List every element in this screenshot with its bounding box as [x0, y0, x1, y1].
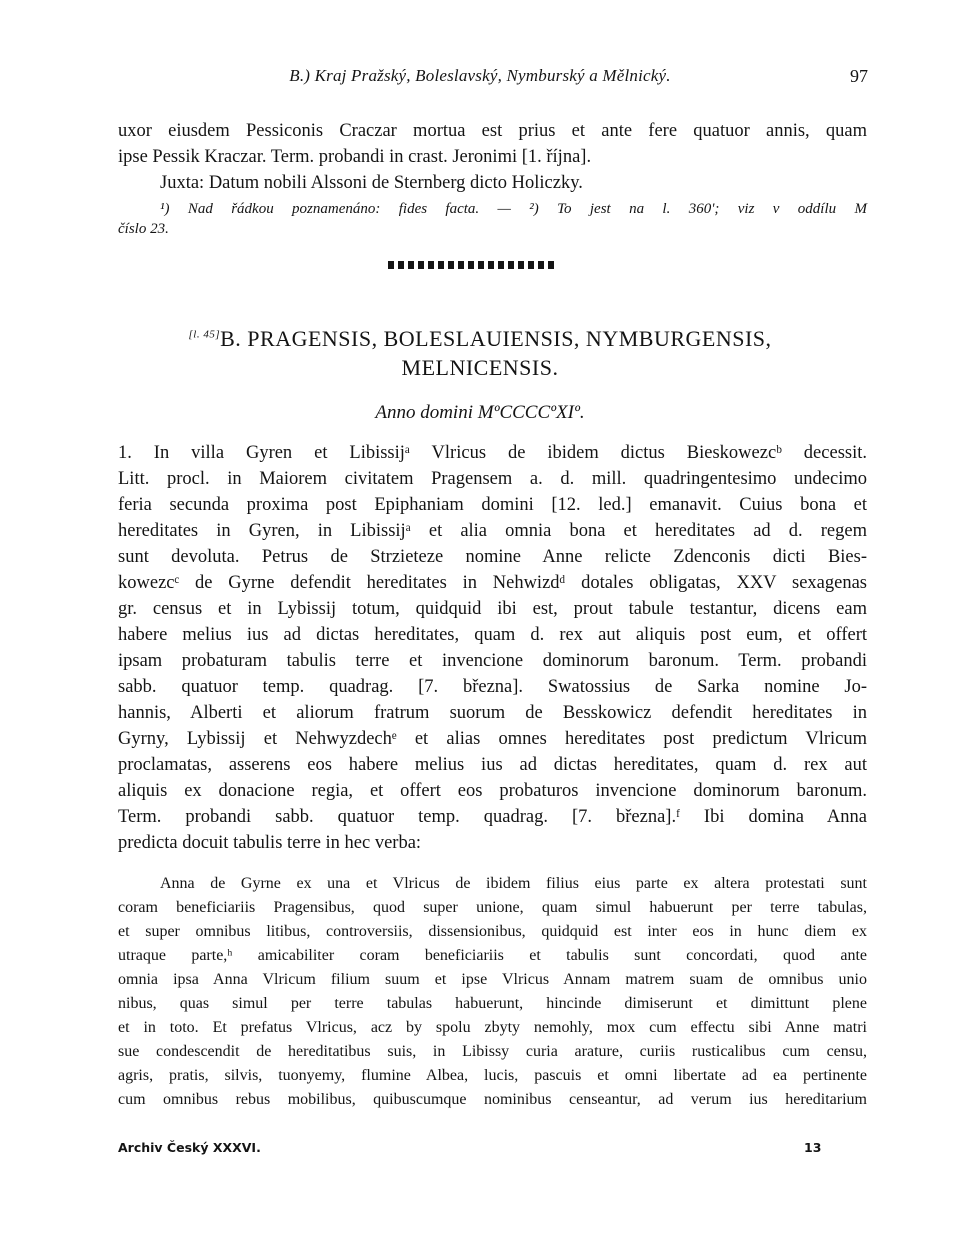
text-line: sabb. quatuor temp. quadrag. [7. března]. Swatossius de Sarka nomine Jo-	[118, 677, 867, 697]
section-separator	[388, 261, 556, 269]
quote-line: omnia ipsa Anna Vlricum filium suum et ipse Vlricus Annam matrem suam de omnibus unio	[118, 971, 867, 988]
running-title: B.) Kraj Pražský, Boleslavský, Nymburský a Mělnický.	[289, 66, 671, 85]
section-heading-cont	[0, 355, 960, 381]
heading-line-1: B. PRAGENSIS, BOLESLAUIENSIS, NYMBURGENSIS,	[220, 326, 772, 351]
text-line: Gyrny, Lybissij et Nehwyzdechᵉ et alias omnes hereditates post predictum Vlricum	[118, 729, 867, 749]
text-line: Litt. procl. in Maiorem civitatem Pragensem a. d. mill. quadringentesimo undecimo	[118, 469, 867, 489]
quote-line: cum omnibus rebus mobilibus, quibuscumque nominibus censeantur, ad verum ius hereditarium	[118, 1091, 867, 1108]
text-line: sunt devoluta. Petrus de Strzieteze nomine Anne relicte Zdenconis dicti Bies-	[118, 547, 867, 567]
quote-line: et in toto. Et prefatus Vlricus, acz by spolu zbyty nemohly, mox cum effectu sibi Anne matri	[118, 1019, 867, 1036]
text-line: Term. probandi sabb. quatuor temp. quadrag. [7. března].ᶠ Ibi domina Anna	[118, 807, 867, 827]
page-number: 97	[850, 66, 868, 86]
quote-line: et super omnibus litibus, controversiis, dissensionibus, quidquid est inter eos in hunc diem ex	[118, 923, 867, 940]
footnote-line: ¹) Nad řádkou poznamenáno: fides facta. — ²) To jest na l. 360'; viz v oddílu M	[160, 201, 867, 217]
footnote-line: číslo 23.	[118, 221, 169, 237]
heading-line-2: MELNICENSIS.	[401, 355, 559, 380]
quote-line: nibus, quas simul per terre tabulas habuerunt, hincinde dimiserunt et dimittunt plene	[118, 995, 867, 1012]
quote-line: Anna de Gyrne ex una et Vlricus de ibidem filius eius parte ex altera protestati sunt	[160, 875, 867, 892]
text-line: ipsam probaturam tabulis terre et invencione dominorum baronum. Term. probandi	[118, 651, 867, 671]
quote-line: coram beneficiariis Pragensibus, quod super unione, quam simul habuerunt per terre tabulas,	[118, 899, 867, 916]
text-line: habere melius ius ad dictas hereditates, quam d. rex aut aliquis post eum, et offert	[118, 625, 867, 645]
quote-line: utraque parte,ʰ amicabiliter coram beneficiariis et tabulis sunt concordati, quod ante	[118, 947, 867, 964]
text-line: kowezcᶜ de Gyrne defendit hereditates in Nehwizdᵈ dotales obligatas, XXV sexagenas	[118, 573, 867, 593]
text-line: Juxta: Datum nobili Alssoni de Sternberg dicto Holiczky.	[160, 173, 583, 193]
text-line: predicta docuit tabulis terre in hec verba:	[118, 833, 422, 853]
text-line: feria secunda proxima post Epiphaniam domini [12. led.] emanavit. Cuius bona et	[118, 495, 867, 515]
footer-signature: Archiv Český XXXVI.	[118, 1140, 261, 1155]
text-line: aliquis ex donacione regia, et offert eos probaturos invencione dominorum baronum.	[118, 781, 867, 801]
text-line: 1. In villa Gyren et Libissijᵃ Vlricus de ibidem dictus Bieskowezcᵇ decessit.	[118, 443, 867, 463]
text-line: proclamatas, asserens eos habere melius ius ad dictas hereditates, quam d. rex aut	[118, 755, 867, 775]
text-line: gr. census et in Lybissij totum, quidquid ibi est, prout tabule testantur, dicens eam	[118, 599, 867, 619]
page-header	[0, 66, 960, 96]
text-line: ipse Pessik Kraczar. Term. probandi in crast. Jeronimi [1. října].	[118, 147, 592, 167]
text-line: hereditates in Gyren, in Libissijᵃ et alia omnia bona et hereditates ad d. regem	[118, 521, 867, 541]
footer-sheet-number: 13	[804, 1140, 822, 1155]
quote-line: agris, pratis, silvis, tuonyemy, flumine Albea, lucis, pascuis et omni libertate ad ea pertinente	[118, 1067, 867, 1084]
year-subheading: Anno domini MºCCCCºXIº.	[375, 402, 585, 423]
section-heading	[0, 326, 960, 352]
text-line: uxor eiusdem Pessiconis Craczar mortua est prius et ante fere quatuor annis, quam	[118, 121, 867, 141]
marginal-reference: [l. 45]	[188, 328, 221, 341]
quote-line: sue condescendit de hereditatibus suis, in Libissy curia arature, curiis rusticalibus cum censu,	[118, 1043, 867, 1060]
text-line: hannis, Alberti et aliorum fratrum suorum de Besskowicz defendit hereditates in	[118, 703, 867, 723]
